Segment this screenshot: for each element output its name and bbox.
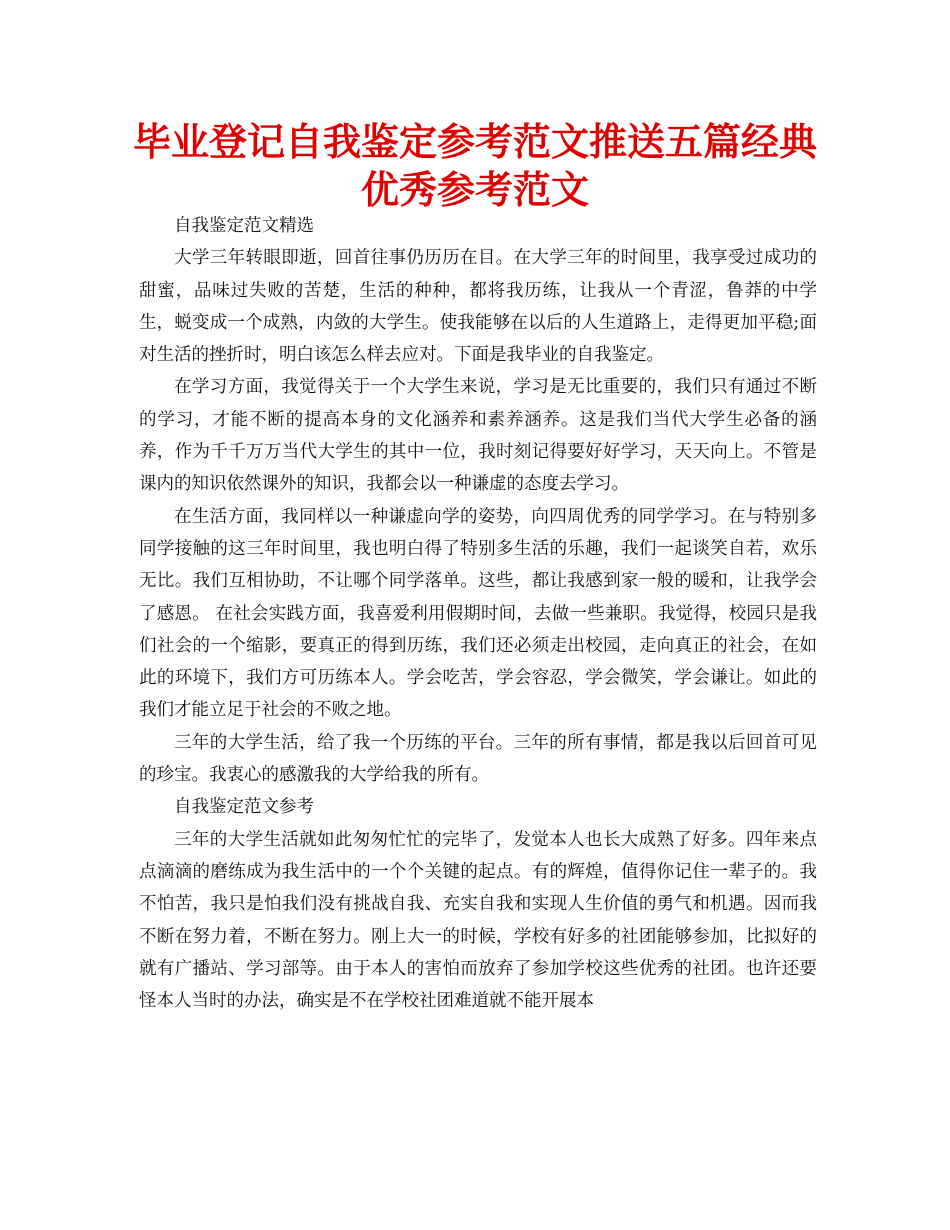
body-paragraph: 三年的大学生活就如此匆匆忙忙的完毕了，发觉本人也长大成熟了好多。四年来点点滴滴的磨练成为我生活中的一个个关键的起点。有的辉煌，值得你记住一辈子的。我不怕苦，我只是怕我们没有挑战自我、充实自我和实现人生价值的勇气和机遇。因而我不断在努力着，不断在努力。刚上大一的时候，学校有好多的社团能够参加，比拟好的就有广播站、学习部等。由于本人的害怕而放弃了参加学校这些优秀的社团。也许还要怪本人当时的办法，确实是不在学校社团难道就不能开展本: [139, 829, 817, 1012]
document-body: [139, 210, 817, 1017]
document-title: 毕业登记自我鉴定参考范文推送五篇经典优秀参考范文: [132, 120, 817, 212]
body-paragraph: 在生活方面，我同样以一种谦虚向学的姿势，向四周优秀的同学学习。在与特别多同学接触的这三年时间里，我也明白得了特别多生活的乐趣，我们一起谈笑自若，欢乐无比。我们互相协助，不让哪个同学落单。这些，都让我感到家一般的暖和，让我学会了感恩。 在社会实践方面，我喜爱利用假期时间，去做一些兼职。我觉得，校园只是我们社会的一个缩影，要真正的得到历练，我们还必须走出校园，走向真正的社会，在如此的环境下，我们方可历练本人。学会吃苦，学会容忍，学会微笑，学会谦让。如此的我们才能立足于社会的不败之地。: [139, 506, 817, 721]
body-paragraph: 大学三年转眼即逝，回首往事仍历历在目。在大学三年的时间里，我享受过成功的甜蜜，品味过失败的苦楚，生活的种种，都将我历练，让我从一个青涩，鲁莽的中学生，蜕变成一个成熟，内敛的大学生。使我能够在以后的人生道路上，走得更加平稳;面对生活的挫折时，明白该怎么样去应对。下面是我毕业的自我鉴定。: [139, 248, 817, 366]
body-paragraph: 三年的大学生活，给了我一个历练的平台。三年的所有事情，都是我以后回首可见的珍宝。我衷心的感激我的大学给我的所有。: [139, 732, 817, 786]
section-heading: 自我鉴定范文精选: [174, 216, 314, 236]
section-heading: 自我鉴定范文参考: [174, 797, 314, 818]
body-paragraph: 在学习方面，我觉得关于一个大学生来说，学习是无比重要的，我们只有通过不断的学习，才能不断的提高本身的文化涵养和素养涵养。这是我们当代大学生必备的涵养，作为千千万万当代大学生的其中一位，我时刻记得要好好学习，天天向上。不管是课内的知识依然课外的知识，我都会以一种谦虚的态度去学习。: [139, 377, 817, 495]
